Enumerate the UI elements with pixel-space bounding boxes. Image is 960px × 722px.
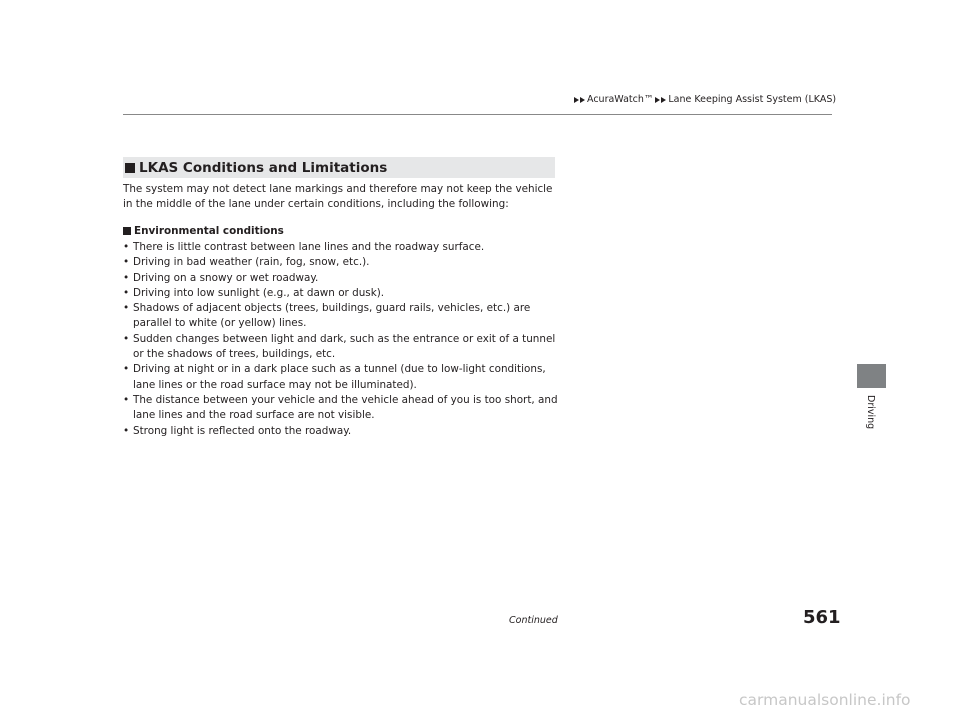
list-item	[123, 424, 563, 439]
list-item-text: Driving into low sunlight (e.g., at dawn or dusk).	[133, 286, 385, 299]
section-title: LKAS Conditions and Limitations	[139, 159, 388, 176]
list-item	[123, 286, 563, 301]
bullet-dot-icon: •	[123, 271, 130, 284]
square-bullet-icon	[125, 163, 135, 173]
list-item	[123, 301, 563, 332]
list-item	[123, 240, 563, 255]
subheading-text: Environmental conditions	[134, 225, 284, 237]
list-item	[123, 362, 563, 393]
bullet-dot-icon: •	[123, 241, 130, 253]
bullet-dot-icon: •	[123, 363, 130, 376]
header-divider	[123, 114, 832, 115]
square-bullet-icon	[123, 227, 131, 235]
list-item-text: Driving on a snowy or wet roadway.	[133, 271, 319, 284]
intro-paragraph	[123, 182, 563, 212]
list-item	[123, 255, 563, 270]
breadcrumb-item-acurawatch[interactable]: AcuraWatch™	[587, 94, 654, 105]
intro-text: The system may not detect lane markings and therefore may not keep the vehicle in the middle of the lane under certain conditions, including the following:	[123, 183, 553, 210]
bullet-dot-icon: •	[123, 286, 130, 299]
list-item	[123, 332, 563, 363]
breadcrumb-arrow-icon	[580, 97, 585, 103]
conditions-list	[123, 240, 563, 439]
continued-label: Continued	[509, 615, 558, 626]
list-item-text: Shadows of adjacent objects (trees, buildings, guard rails, vehicles, etc.) are parallel to white (or yellow) lines.	[133, 302, 531, 330]
list-item	[123, 271, 563, 286]
page-number: 561	[803, 607, 841, 628]
bullet-dot-icon: •	[123, 393, 130, 406]
subheading	[123, 225, 284, 237]
chapter-tab[interactable]	[857, 364, 886, 388]
list-item-text: Driving in bad weather (rain, fog, snow, etc.).	[133, 256, 370, 269]
section-heading-bar	[123, 157, 555, 178]
list-item-text: Sudden changes between light and dark, such as the entrance or exit of a tunnel or the shadows of trees, buildings, etc.	[133, 332, 556, 361]
list-item-text: Strong light is reflected onto the roadway.	[133, 424, 352, 437]
breadcrumb-arrow-icon	[574, 97, 579, 103]
bullet-dot-icon: •	[123, 332, 130, 345]
breadcrumb-arrow-icon	[661, 97, 666, 103]
list-item-text: The distance between your vehicle and the vehicle ahead of you is too short, and lane lines and the road surface are not visible.	[133, 393, 558, 422]
breadcrumb-arrow-icon	[655, 97, 660, 103]
list-item-text: There is little contrast between lane lines and the roadway surface.	[133, 241, 485, 253]
list-item	[123, 393, 563, 424]
breadcrumb-item-lkas[interactable]: Lane Keeping Assist System (LKAS)	[668, 94, 837, 105]
bullet-dot-icon: •	[123, 424, 130, 437]
bullet-dot-icon: •	[123, 302, 130, 315]
chapter-tab-label: Driving	[865, 395, 876, 430]
watermark: carmanualsonline.info	[739, 691, 911, 709]
breadcrumb	[574, 94, 838, 105]
bullet-dot-icon: •	[123, 256, 130, 269]
list-item-text: Driving at night or in a dark place such as a tunnel (due to low-light conditions, lane lines or the road surface may not be illuminated).	[133, 363, 546, 391]
